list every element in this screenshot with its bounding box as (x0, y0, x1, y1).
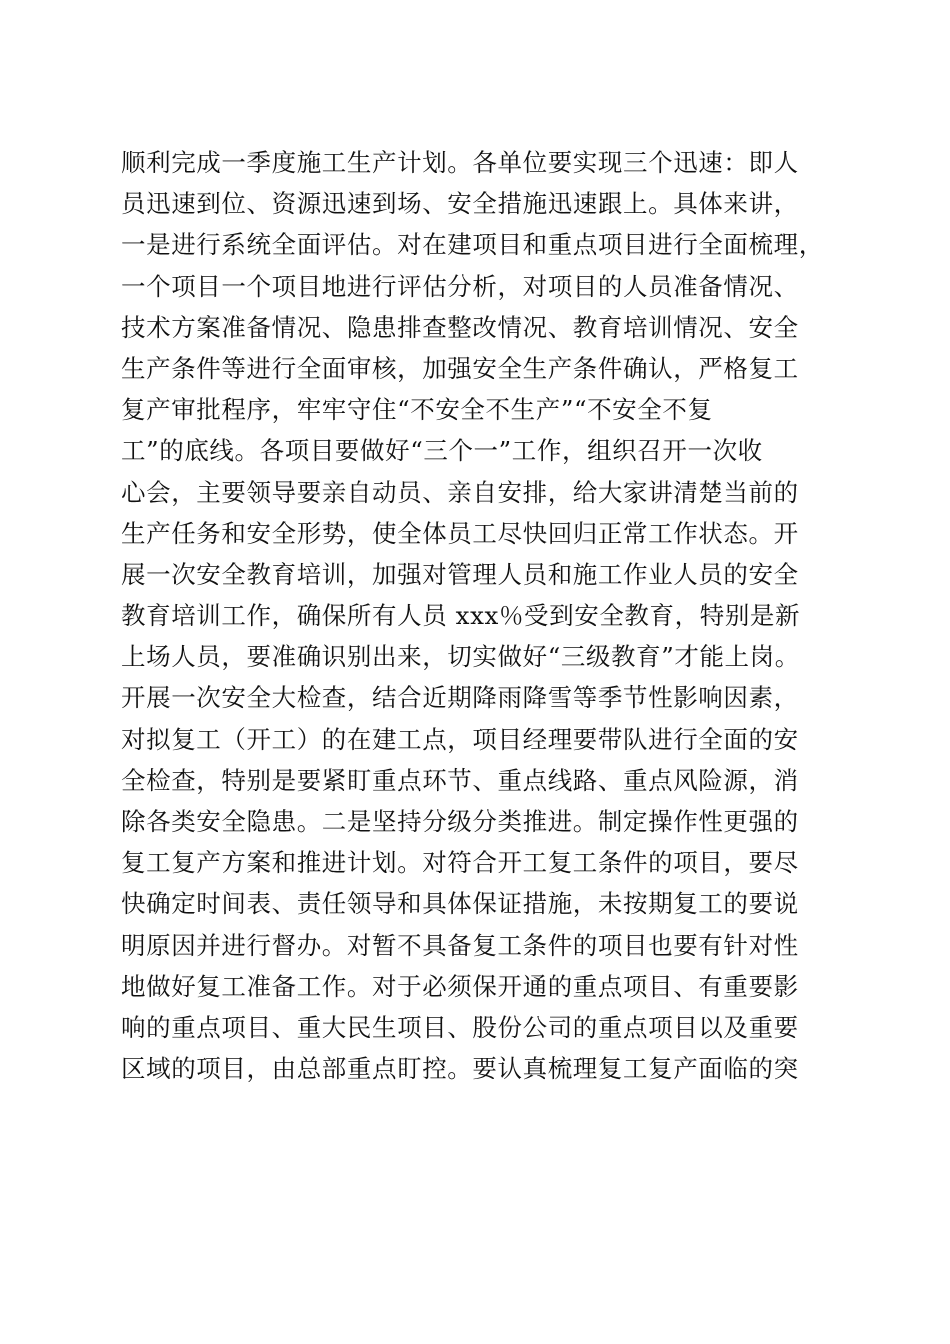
text-line: 生产任务和安全形势，使全体员工尽快回归正常工作状态。开 (121, 518, 799, 548)
text-line: 对拟复工（开工）的在建工点，项目经理要带队进行全面的安 (121, 724, 799, 754)
text-line: 复产审批程序，牢牢守住“不安全不生产”“不安全不复 (121, 395, 713, 425)
body-text (121, 142, 841, 1089)
text-line: 复工复产方案和推进计划。对符合开工复工条件的项目，要尽 (121, 848, 799, 878)
text-line: 顺利完成一季度施工生产计划。各单位要实现三个迅速：即人 (121, 148, 799, 177)
text-line: 展一次安全教育培训，加强对管理人员和施工作业人员的安全 (121, 559, 799, 589)
text-line: 工”的底线。各项目要做好“三个一”工作，组织召开一次收 (121, 436, 763, 466)
text-line: 开展一次安全大检查，结合近期降雨降雪等季节性影响因素， (121, 683, 799, 713)
text-line: 全检查，特别是要紧盯重点环节、重点线路、重点风险源，消 (121, 765, 799, 795)
text-line: 除各类安全隐患。二是坚持分级分类推进。制定操作性更强的 (121, 807, 799, 836)
text-line: 一个项目一个项目地进行评估分析，对项目的人员准备情况、 (121, 271, 799, 301)
text-line: 员迅速到位、资源迅速到场、安全措施迅速跟上。具体来讲， (121, 189, 799, 219)
text-line: 快确定时间表、责任领导和具体保证措施，未按期复工的要说 (121, 889, 799, 919)
text-line: 心会，主要领导要亲自动员、亲自安排，给大家讲清楚当前的 (121, 477, 799, 507)
text-line: 上场人员，要准确识别出来，切实做好“三级教育”才能上岗。 (121, 642, 800, 672)
text-line: 明原因并进行督办。对暂不具备复工条件的项目也要有针对性 (121, 930, 799, 960)
text-line: 响的重点项目、重大民生项目、股份公司的重点项目以及重要 (121, 1012, 799, 1042)
text-line: 一是进行系统全面评估。对在建项目和重点项目进行全面梳理， (121, 230, 824, 260)
text-line: 区域的项目，由总部重点盯控。要认真梳理复工复产面临的突 (121, 1054, 799, 1084)
text-line: 技术方案准备情况、隐患排查整改情况、教育培训情况、安全 (121, 312, 799, 342)
text-line: 地做好复工准备工作。对于必须保开通的重点项目、有重要影 (121, 971, 799, 1001)
text-line: 教育培训工作，确保所有人员 xxx％受到安全教育，特别是新 (121, 601, 801, 631)
text-line: 生产条件等进行全面审核，加强安全生产条件确认，严格复工 (121, 353, 799, 383)
